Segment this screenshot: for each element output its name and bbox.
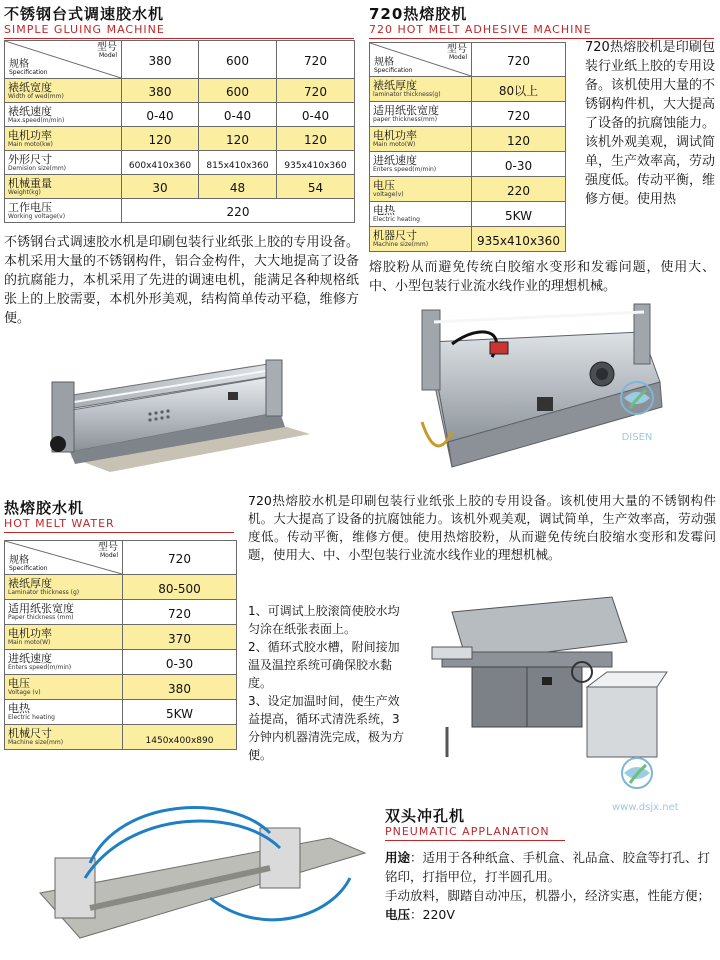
gluing-description: 不锈钢台式调速胶水机是印刷包装行业纸张上胶的专用设备。本机采用大量的不锈钢构件，铝合金构件，大大地提高了设备的抗腐能力，本机采用了先进的调速电机，能满足各种规格纸张上的上胶需要，本机外形美观，结构简单传动平稳，维修方便。 — [4, 235, 359, 326]
table-cell: 935x410x360 — [284, 161, 347, 171]
model-label-en: Model — [99, 552, 118, 559]
table-cell: 0-30 — [504, 158, 533, 173]
row-label: 裱纸厚度 — [373, 79, 417, 92]
table-cell: 600 — [226, 85, 249, 99]
gluing-spec-table — [4, 40, 355, 223]
punch-voltage — [385, 905, 715, 924]
punch-description — [385, 848, 715, 924]
use-label: 用途 — [385, 850, 411, 865]
water-description: 720热熔胶水机是印刷包装行业纸张上胶的专用设备。该机使用大量的不锈钢构件机。大大提高了设备的抗腐蚀能力。该机外观美观，调试简单，生产效率高，劳动强度低。传动平衡，维修方便。使用热熔胶粉，从而避免传统白胶缩水变形和发霉问题，使用大、中、小型包装行业流水线作业的理想机械。 — [248, 493, 716, 562]
table-cell: 5KW — [505, 208, 532, 223]
gluing-table-header-corner — [5, 41, 122, 79]
table-row — [5, 103, 355, 127]
globe-icon — [612, 748, 662, 798]
table-row — [370, 227, 566, 252]
table-cell: 120 — [148, 133, 172, 147]
table-row — [5, 600, 237, 625]
water-title-underline — [4, 532, 234, 533]
table-row — [5, 575, 237, 600]
row-label-en: Main moto(W) — [8, 639, 51, 646]
model-cell: 380 — [148, 54, 172, 68]
table-cell: 220 — [226, 205, 250, 219]
table-row — [5, 675, 237, 700]
table-row — [5, 725, 237, 750]
punch-use — [385, 848, 715, 886]
row-label-en: Electric heating — [373, 216, 420, 223]
gluing-title-en: SIMPLE GLUING MACHINE — [4, 23, 165, 36]
row-label: 裱纸厚度 — [8, 577, 52, 590]
model-label: 型号 — [98, 542, 118, 553]
spec-label-en: Specification — [9, 69, 48, 76]
table-row — [370, 202, 566, 227]
table-row — [5, 151, 355, 175]
table-cell: 48 — [229, 181, 246, 195]
voltage-text: ：220V — [410, 907, 455, 922]
table-cell: 120 — [226, 133, 249, 147]
punch-line2: 手动放料，脚踏自动冲压，机器小，经济实惠，性能方便； — [385, 888, 711, 903]
punch-title-underline — [385, 840, 565, 841]
row-label: 电机功率 — [8, 627, 52, 640]
row-label-en: Working voltage(v) — [8, 212, 66, 220]
spec-label-en: Specification — [9, 565, 48, 572]
model-cell: 600 — [226, 54, 249, 68]
row-label-en: Max.speed(m/min) — [8, 116, 65, 124]
table-row — [5, 175, 355, 199]
table-row — [370, 127, 566, 152]
table-cell: 120 — [304, 133, 327, 147]
row-label-en: paper thickness(mm) — [373, 116, 438, 123]
spec-label: 规格 — [9, 555, 29, 566]
table-row — [5, 700, 237, 725]
row-label: 机器尺寸 — [373, 229, 417, 242]
row-label: 电热 — [8, 702, 30, 715]
row-label: 进纸速度 — [8, 652, 52, 665]
feature-item: 3、设定加温时间，使生产效益提高，循环式清洗系统，3分钟内机器清洗完成，极为方便。 — [248, 694, 405, 762]
row-label-en: laminator thickness(g) — [373, 91, 441, 98]
voltage-label: 电压 — [385, 907, 411, 922]
table-cell: 5KW — [166, 706, 193, 721]
table-cell: 80以上 — [498, 83, 539, 98]
row-label: 裱纸宽度 — [8, 80, 52, 94]
punch-title-cn: 双头冲孔机 — [385, 807, 466, 825]
row-label: 机械尺寸 — [8, 727, 52, 740]
model-label: 型号 — [447, 44, 467, 55]
table-row — [370, 177, 566, 202]
row-label: 电热 — [373, 204, 395, 217]
table-cell: 220 — [507, 183, 530, 198]
table-cell: 720 — [304, 85, 327, 99]
feature-item: 2、循环式胶水槽，附间接加温及温控系统可确保胶水黏度。 — [248, 640, 400, 690]
row-label-en: Width of wed(mm) — [8, 92, 64, 100]
hotmelt-title-en: 720 HOT MELT ADHESIVE MACHINE — [369, 23, 592, 36]
table-cell: 54 — [307, 181, 324, 195]
hotmelt-description-side: 720热熔胶机是印刷包装行业纸上胶的专用设备。该机使用大量的不锈钢构件机，大大提高了设备的抗腐蚀能力。该机外观美观，调试简单，生产效率高，劳动强度低。传动平衡，维修方便。使用热 — [585, 40, 716, 207]
water-table-header-corner — [5, 541, 123, 575]
watermark-logo — [612, 368, 662, 458]
table-cell: 370 — [168, 631, 191, 646]
water-spec-table — [4, 540, 237, 750]
globe-icon — [612, 368, 662, 428]
model-cell: 720 — [507, 54, 530, 68]
row-label: 进纸速度 — [373, 154, 417, 167]
row-label-en: Demision size(mm) — [8, 164, 67, 172]
model-label-en: Model — [448, 54, 467, 61]
row-label-en: Voltage (v) — [8, 689, 41, 696]
row-label: 工作电压 — [8, 200, 52, 214]
row-label: 电压 — [373, 179, 395, 192]
row-label: 适用纸张宽度 — [8, 602, 74, 615]
table-cell: 0-40 — [301, 109, 330, 123]
model-cell: 720 — [304, 54, 327, 68]
feature-item: 1、可调试上胶滚筒使胶水均匀涂在纸张表面上。 — [248, 604, 400, 636]
table-cell: 0-30 — [165, 656, 194, 671]
row-label: 电机功率 — [8, 128, 52, 142]
hotmelt-spec-table — [369, 42, 566, 252]
use-text: ：适用于各种纸盒、手机盒、礼品盒、胶盒等打孔、打铭印，打指甲位，打半圆孔用。 — [385, 850, 711, 884]
gluing-title-underline — [4, 38, 354, 39]
punch-machine-photo — [30, 798, 370, 948]
row-label: 适用纸张宽度 — [373, 104, 439, 117]
gluing-machine-photo — [40, 352, 320, 477]
row-label-en: Paper thickness (mm) — [8, 614, 74, 621]
spec-label: 规格 — [374, 57, 394, 68]
model-label: 型号 — [97, 42, 117, 53]
table-row — [370, 77, 566, 102]
row-label-en: Enters speed(m/min) — [373, 166, 437, 173]
watermark-url: www.dsjx.net — [612, 802, 679, 813]
table-cell: 80-500 — [158, 581, 201, 596]
row-label-en: Main moto(kw) — [8, 140, 53, 148]
hotmelt-table-header-corner — [370, 43, 472, 77]
row-label: 机械重量 — [8, 176, 52, 190]
table-row — [5, 127, 355, 151]
table-cell: 120 — [507, 133, 530, 148]
table-cell: 1450x400x890 — [145, 735, 214, 746]
table-cell: 815x410x360 — [206, 161, 269, 171]
watermark-logo — [612, 748, 679, 813]
spec-label: 规格 — [9, 59, 29, 70]
model-cell: 720 — [168, 552, 191, 566]
model-label-en: Model — [98, 52, 117, 59]
row-label-en: Electric heating — [8, 714, 55, 721]
table-row — [5, 79, 355, 103]
punch-title-en: PNEUMATIC APPLANATION — [385, 825, 550, 838]
table-row — [370, 152, 566, 177]
hotmelt-description-rest: 熔胶粉从而避免传统白胶缩水变形和发霉问题，使用大、中、小型包装行业流水线作业的理想机械。 — [369, 260, 715, 294]
row-label-en: Main moto(W) — [373, 141, 416, 148]
row-label-en: Laminator thickness (g) — [8, 589, 80, 596]
row-label: 外形尺寸 — [8, 152, 52, 166]
row-label-en: Machine size(mm) — [373, 241, 429, 248]
spec-label-en: Specification — [374, 67, 413, 74]
water-title-en: HOT MELT WATER — [4, 517, 115, 530]
table-cell: 935x410x360 — [477, 233, 560, 248]
row-label: 电压 — [8, 677, 30, 690]
table-cell: 30 — [152, 181, 168, 195]
gluing-title-cn: 不锈钢台式调速胶水机 — [4, 5, 165, 23]
hotmelt-title-cn: 720热熔胶机 — [369, 5, 468, 23]
row-label-en: Weight(kg) — [8, 188, 41, 196]
watermark-brand: DISEN — [621, 432, 653, 443]
row-label: 电机功率 — [373, 129, 417, 142]
table-cell: 600x410x360 — [128, 161, 192, 171]
table-cell: 720 — [168, 606, 191, 621]
water-title-cn: 热熔胶水机 — [4, 499, 85, 517]
row-label-en: voltage(v) — [373, 191, 404, 198]
row-label-en: Enters speed(m/min) — [8, 664, 72, 671]
table-cell: 380 — [148, 85, 172, 99]
row-label: 裱纸速度 — [8, 104, 52, 118]
table-row — [5, 625, 237, 650]
table-cell: 380 — [168, 681, 191, 696]
table-row — [5, 650, 237, 675]
table-row — [370, 102, 566, 127]
table-cell: 0-40 — [223, 109, 252, 123]
table-row — [5, 199, 355, 223]
table-cell: 720 — [507, 108, 530, 123]
row-label-en: Machine size(mm) — [8, 739, 64, 746]
water-features — [248, 602, 408, 764]
table-cell: 0-40 — [146, 109, 174, 123]
